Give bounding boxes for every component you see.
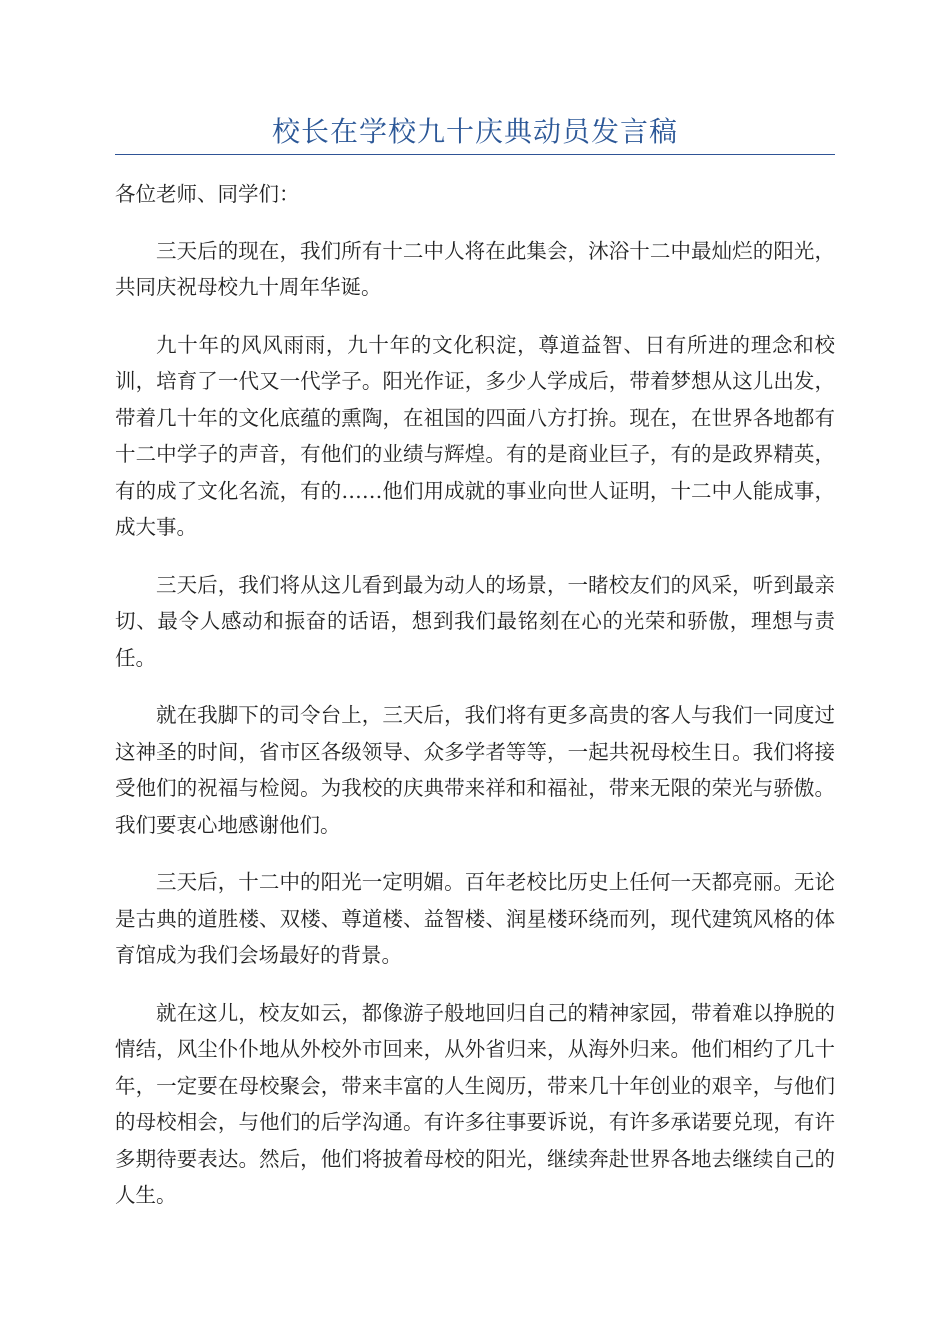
paragraph-6: 就在这儿，校友如云，都像游子般地回归自己的精神家园，带着难以挣脱的情结，风尘仆仆地从外校外市回来，从外省归来，从海外归来。他们相约了几十年，一定要在母校聚会，带来丰富的人生阅历，带来几十年创业的艰辛，与他们的母校相会，与他们的后学沟通。有许多往事要诉说，有许多承诺要兑现，有许多期待要表达。然后，他们将披着母校的阳光，继续奔赴世界各地去继续自己的人生。 (115, 1000, 835, 1207)
greeting: 各位老师、同学们： (115, 182, 300, 206)
document-body (115, 176, 835, 1235)
paragraph-1: 三天后的现在，我们所有十二中人将在此集会，沐浴十二中最灿烂的阳光，共同庆祝母校九十周年华诞。 (115, 238, 835, 299)
title-underline (115, 154, 835, 155)
paragraph-3: 三天后，我们将从这儿看到最为动人的场景，一睹校友们的风采，听到最亲切、最令人感动和振奋的话语，想到我们最铭刻在心的光荣和骄傲，理想与责任。 (115, 572, 835, 670)
document-title: 校长在学校九十庆典动员发言稿 (271, 115, 678, 148)
paragraph-2: 九十年的风风雨雨，九十年的文化积淀，尊道益智、日有所进的理念和校训，培育了一代又一代学子。阳光作证，多少人学成后，带着梦想从这儿出发，带着几十年的文化底蕴的熏陶，在祖国的四面八方打拚。现在，在世界各地都有十二中学子的声音，有他们的业绩与辉煌。有的是商业巨子，有的是政界精英，有的成了文化名流，有的……他们用成就的事业向世人证明，十二中人能成事，成大事。 (115, 332, 835, 539)
paragraph-5: 三天后，十二中的阳光一定明媚。百年老校比历史上任何一天都亮丽。无论是古典的道胜楼、双楼、尊道楼、益智楼、润星楼环绕而列，现代建筑风格的体育馆成为我们会场最好的背景。 (115, 870, 835, 967)
paragraph-4: 就在我脚下的司令台上，三天后，我们将有更多高贵的客人与我们一同度过这神圣的时间，省市区各级领导、众多学者等等，一起共祝母校生日。我们将接受他们的祝福与检阅。为我校的庆典带来祥和和福祉，带来无限的荣光与骄傲。我们要衷心地感谢他们。 (115, 703, 835, 837)
